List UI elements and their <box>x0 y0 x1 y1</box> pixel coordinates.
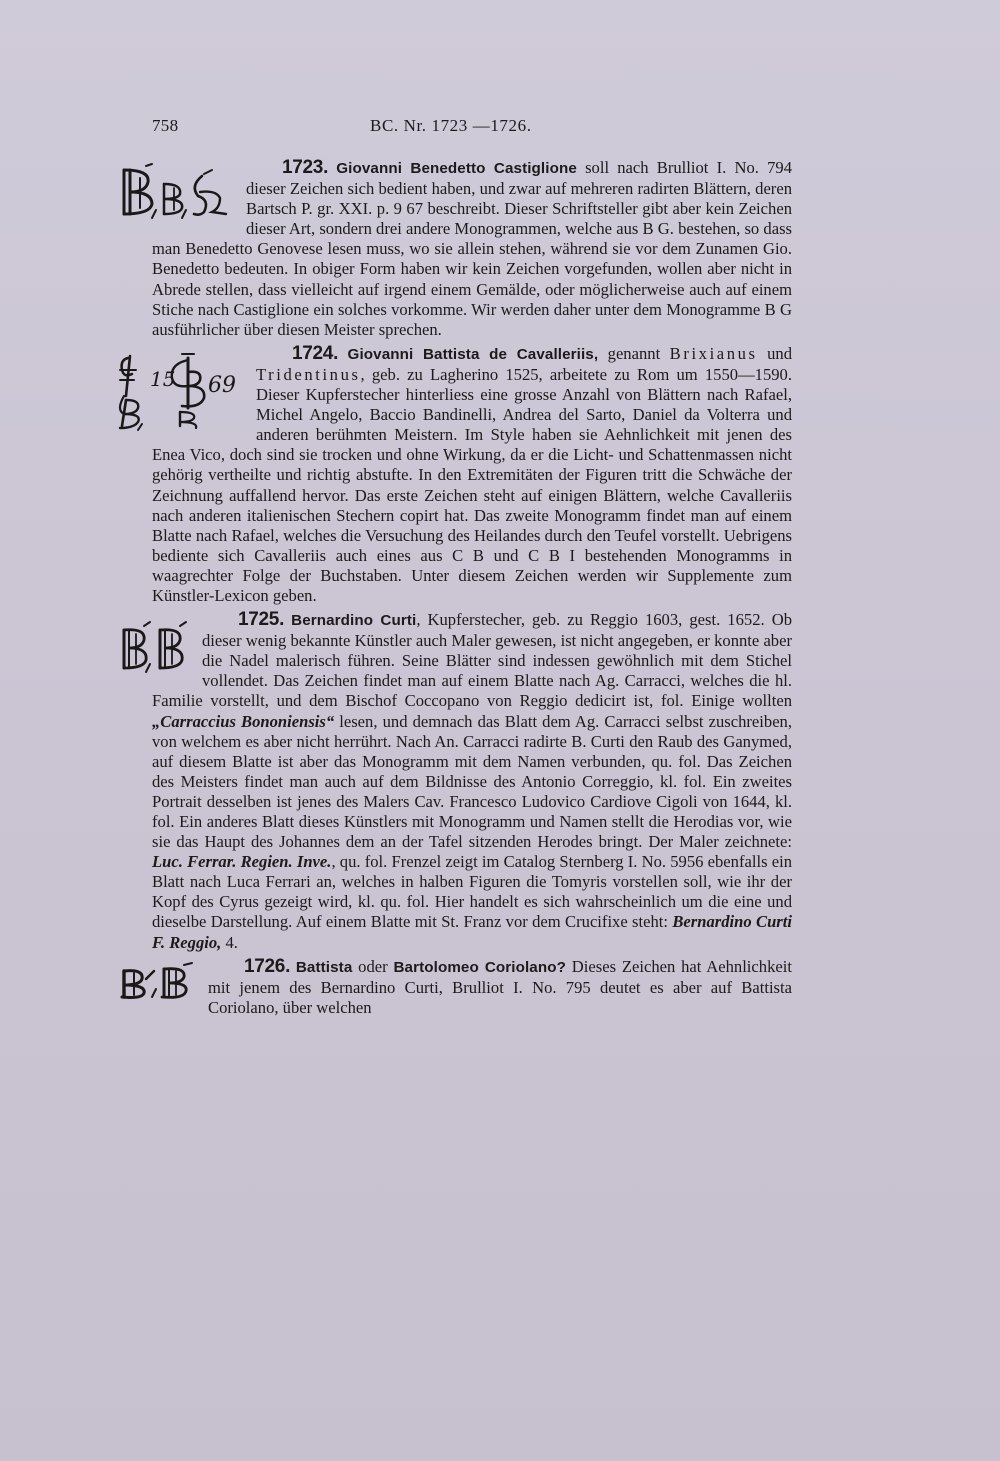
monogram-1724-icon <box>116 350 246 432</box>
entry-1724 <box>152 344 792 606</box>
entry-number: 1726. <box>244 955 291 977</box>
entry-number: 1723. <box>282 157 329 178</box>
monogram-1723-icon <box>116 162 236 222</box>
entry-text: Dieses Zeichen hat Aehnlichkeit mit jenem des Bernardino Curti, Brulliot I. No. 795 deutet es aber auf Battista Coriolano, über welchen <box>208 956 792 1017</box>
monogram-1724-mark-a: 15 <box>150 366 176 391</box>
entry-italic: Luc. Ferrar. Regien. Inve. <box>152 852 332 872</box>
entry-text: lesen, und demnach das Blatt dem Ag. Carracci selbst zuschreiben, von welchem es aber nicht herrührt. Nach An. Carracci radirte B. Curti den Raub des Ganymed, auf diesem Blatte ist aber das Monogramm mit dem Namen verbunden, qu. fol. Das Zeichen des Meisters findet man auch auf dem Bildnisse des Antonio Correggio, kl. fol. Ein zweites Portrait desselben ist jenes des Malers Cav. Francesco Ludovico Cardiove Cigoli von 1644, kl. fol. Ein anderes Blatt dieses Künstlers mit Monogramm und Namen stellt die Herodias vor, wie sie das Haupt des Johannes dem an der Tafel sitzenden Herodes bringt. Der Maler zeichnete: <box>152 711 792 852</box>
entry-1726 <box>152 957 792 1018</box>
entry-name: Giovanni Battista de Cavalleriis, <box>347 345 599 363</box>
entry-1725 <box>152 610 792 953</box>
page-number: 758 <box>152 116 179 135</box>
entry-spaced-name: Brixianus <box>669 343 758 363</box>
entry-number: 1724. <box>292 342 339 364</box>
entry-number: 1725. <box>238 609 285 631</box>
entry-text: , qu. fol. Frenzel zeigt im Catalog Sternberg I. No. 5956 ebenfalls ein Blatt nach Luca Ferrari an, welches in halben Figuren die Tomyris vorstellen soll, wie ihr der Kopf des Cyrus gezeigt wird, kl. qu. fol. Hier handelt es sich wahrscheinlich um die eine und dieselbe Darstellung. Auf einem Blatte mit St. Franz vor dem Crucifixe steht: <box>152 852 792 932</box>
entry-text: genannt <box>598 343 670 363</box>
running-title: BC. Nr. 1723 —1726. <box>370 116 532 135</box>
entry-name: Bernardino Curti <box>291 612 417 630</box>
entry-text: und <box>757 343 792 363</box>
entry-name: Battista <box>295 958 353 976</box>
entry-name-alt: Bartolomeo Coriolano? <box>393 958 566 976</box>
entry-italic: „Carraccius Bononiensis“ <box>152 711 335 731</box>
entry-italic: Bernardino Curti F. Reggio, <box>152 912 792 952</box>
running-head <box>152 116 792 140</box>
entry-name: Giovanni Benedetto Castiglione <box>336 160 577 177</box>
entry-text: oder <box>352 956 394 976</box>
monogram-1726-icon <box>116 961 198 1001</box>
entry-spaced-name: Tridentinus <box>256 364 361 384</box>
monogram-1725-icon <box>116 616 192 676</box>
entry-text: , geb. zu Lagherino 1525, arbeitete zu Rom um 1550—1590. Dieser Kupferstecher hinterliess eine grosse Anzahl von Blättern nach Rafael, Michel Angelo, Baccio Bandinelli, Andrea del Sarto, Daniel da Volterra und anderen berühmten Meistern. Im Style haben sie Aehnlichkeit mit jenen des Enea Vico, doch sind sie trocken und ohne Wirkung, da er die Licht- und Schattenmassen nicht gehörig vertheilte und richtig abstufte. In den Extremitäten der Figuren tritt die Schwäche der Zeichnung auffallend hervor. Das erste Zeichen steht auf einigen Blättern, welche Cavalleriis nach anderen italienischen Stechern copirt hat. Das zweite Monogramm findet man auf einem Blatte nach Rafael, welches die Versuchung des Heilandes durch den Teufel vorstellt. Uebrigens bediente sich Cavalleriis auch eines aus C B und C B I bestehenden Monogramms in waagrechter Folge der Buchstaben. Unter diesem Zeichen werden wir Supplemente zum Künstler-Lexicon geben. <box>152 364 792 605</box>
entry-text: 4. <box>221 932 238 952</box>
monogram-1724-mark-b: 69 <box>208 372 236 398</box>
entry-text: , Kupferstecher, geb. zu Reggio 1603, gest. 1652. Ob dieser wenig bekannte Künstler auch Maler gewesen, ist nicht angegeben, er konnte aber die Nadel malerisch führen. Seine Blätter sind indessen gewöhnlich mit dem Stichel vollendet. Das Zeichen findet man auf einem Blatte nach Ag. Carracci, welches die hl. Familie vorstellt, und dem Bischof Coccopano von Reggio dedicirt ist, fol. Einige wollten <box>152 610 792 711</box>
entry-1723 <box>152 158 792 340</box>
page-body <box>152 158 792 1018</box>
entry-text: soll nach Brulliot I. No. 794 dieser Zeichen sich bedient haben, und zwar auf mehreren radirten Blättern, deren Bartsch P. gr. XXI. p. 9 67 beschreibt. Dieser Schriftsteller gibt aber kein Zeichen dieser Art, sondern drei andere Monogrammen, welche aus B G. bestehen, so dass man Benedetto Genovese lesen muss, wo sie allein stehen, während sie vor dem Zunamen Gio. Benedetto bedeuten. In obiger Form haben wir kein Zeichen vorgefunden, wollen aber nicht in Abrede stellen, dass vielleicht auf irgend einem Gemälde, oder möglicherweise auch auf einem Stiche nach Castiglione ein solches vorkomme. Wir werden daher unter dem Monogramme B G ausführlicher über diesen Meister sprechen. <box>152 158 793 339</box>
